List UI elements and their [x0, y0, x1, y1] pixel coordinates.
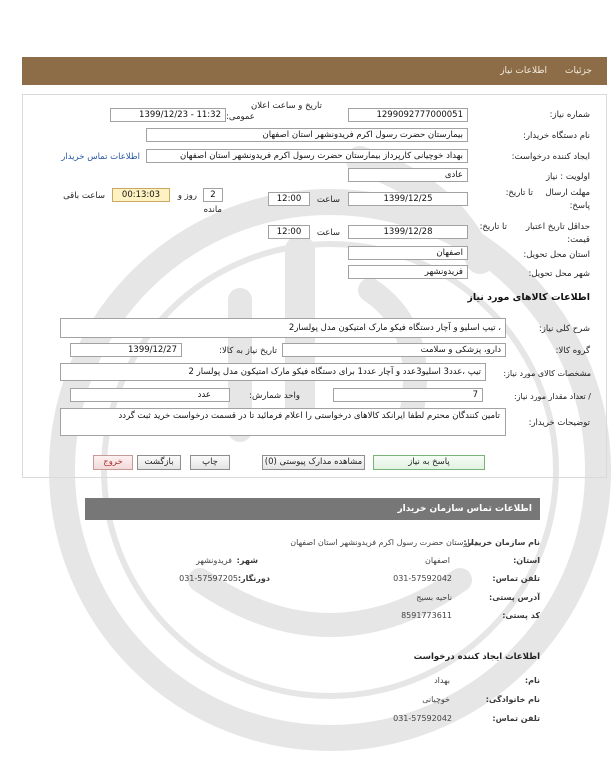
contact-org-label: نام سازمان خریدار: — [463, 538, 540, 547]
goods-group-field[interactable]: دارو، پزشکی و سلامت — [282, 343, 506, 357]
deadline-label-line-1: مهلت ارسال — [545, 188, 590, 198]
validity-time-label: ساعت — [316, 228, 340, 238]
deadline-date-field[interactable]: 1399/12/25 — [348, 192, 468, 206]
delivery-province-label: استان محل تحویل: — [523, 250, 590, 260]
delivery-city-field[interactable]: فریدونشهر — [348, 265, 468, 279]
need-date-label: تاریخ نیاز به کالا: — [219, 346, 277, 356]
remaining-suffix-label: مانده — [203, 205, 222, 215]
deadline-time-label: ساعت — [316, 195, 340, 205]
summary-field[interactable]: ، تیپ اسلیو و آچار دستگاه فیکو مارک امتیکون مدل پولسار2 — [60, 318, 506, 338]
buyer-org-label: نام دستگاه خریدار: — [523, 131, 590, 141]
creator-last-name-label: نام خانوادگی: — [485, 695, 540, 704]
quantity-field[interactable]: 7 — [333, 388, 483, 402]
announce-label-line-2: عمومی: — [226, 112, 255, 122]
page-header-bar — [22, 57, 607, 85]
tab-details[interactable]: جزئیات — [565, 66, 592, 76]
remaining-days-field[interactable]: 2 — [203, 188, 223, 202]
contact-section-header: اطلاعات تماس سازمان خریدار — [85, 498, 540, 520]
contact-phone-value: 031-57592042 — [393, 574, 452, 583]
deadline-time-field[interactable]: 12:00 — [268, 192, 310, 206]
contact-fax-label: دورنگار: — [237, 574, 270, 583]
need-date-field[interactable]: 1399/12/27 — [70, 343, 182, 357]
summary-label: شرح کلی نیاز: — [538, 324, 590, 334]
buyer-notes-field[interactable]: تامین کنندگان محترم لطفا ایرانکد کالاهای درخواستی را اعلام فرمائید تا در قسمت درخواست خرید ثبت گردد — [60, 408, 506, 436]
need-number-label: شماره نیاز: — [549, 110, 590, 120]
creator-phone-label: تلفن تماس: — [492, 714, 540, 723]
contact-address-label: آدرس پستی: — [489, 593, 540, 602]
priority-label: اولویت : نیاز — [545, 172, 590, 182]
contact-fax-value: 031-57597205 — [179, 574, 238, 583]
creator-first-name-value: بهداد — [434, 676, 450, 685]
request-creator-label: ایجاد کننده درخواست: — [511, 152, 590, 162]
creator-first-name-label: نام: — [524, 676, 540, 685]
contact-org-value: بیمارستان حضرت رسول اکرم فریدونشهر استان اصفهان — [290, 538, 479, 547]
announce-label — [226, 101, 322, 123]
validity-label — [526, 222, 590, 246]
goods-section-title: اطلاعات کالاهای مورد نیاز — [467, 292, 590, 303]
tab-need-info[interactable]: اطلاعات نیاز — [500, 66, 547, 76]
contact-city-label: شهر: — [236, 556, 258, 565]
unit-label: واحد شمارش: — [249, 391, 300, 401]
creator-phone-value: 031-57592042 — [393, 714, 452, 723]
buyer-contact-link[interactable]: اطلاعات تماس خریدار — [61, 152, 140, 162]
announce-date-field[interactable]: 1399/12/23 - 11:32 — [110, 108, 226, 122]
need-number-field[interactable]: 1299092777000051 — [348, 108, 468, 122]
contact-province-value: اصفهان — [424, 556, 450, 565]
reply-button[interactable]: پاسخ به نیاز — [373, 455, 485, 470]
creator-section-title: اطلاعات ایجاد کننده درخواست — [413, 652, 540, 662]
contact-postal-value: 8591773611 — [401, 611, 452, 620]
contact-city-value: فریدونشهر — [196, 556, 232, 565]
request-creator-field[interactable]: بهداد خوچیانی کارپرداز بیمارستان حضرت رسول اکرم فریدونشهر استان اصفهان — [146, 149, 468, 163]
priority-field[interactable]: عادی — [348, 168, 468, 182]
days-label: روز و — [177, 191, 197, 201]
specs-label: مشخصات کالای مورد نیاز: — [503, 369, 591, 378]
buyer-notes-label: توضیحات خریدار: — [528, 418, 590, 428]
exit-button[interactable]: خروج — [93, 455, 133, 470]
announce-label-line-1: تاریخ و ساعت اعلان — [250, 101, 322, 111]
remaining-hours-label: ساعت باقی — [63, 191, 105, 201]
specs-field[interactable]: تیپ ،عدد3 اسلیو3عدد و آچار عدد1 برای دستگاه فیکو مارک امتیکون مدل پولسار 2 — [60, 363, 486, 381]
deadline-until-label: تا تاریخ: — [505, 188, 533, 198]
deadline-label-line-2: پاسخ: — [569, 201, 590, 211]
validity-label-line-2: قیمت: — [567, 235, 590, 245]
quantity-label: / تعداد مقدار مورد نیاز: — [513, 392, 591, 401]
view-attachments-button[interactable]: مشاهده مدارک پیوستی (0) — [262, 455, 365, 470]
creator-last-name-value: خوچیانی — [422, 695, 450, 704]
remaining-time-field[interactable]: 00:13:03 — [112, 188, 170, 202]
unit-field[interactable]: عدد — [70, 388, 230, 402]
delivery-city-label: شهر محل تحویل: — [528, 269, 590, 279]
deadline-label — [545, 188, 590, 212]
buyer-org-field[interactable]: بیمارستان حضرت رسول اکرم فریدونشهر استان اصفهان — [146, 128, 468, 142]
print-button[interactable]: چاپ — [190, 455, 230, 470]
contact-phone-label: تلفن تماس: — [492, 574, 540, 583]
validity-label-line-1: حداقل تاریخ اعتبار — [525, 222, 590, 232]
validity-until-label: تا تاریخ: — [479, 222, 507, 232]
validity-time-field[interactable]: 12:00 — [268, 225, 310, 239]
contact-address-value: ناحیه بسیج — [416, 593, 452, 602]
back-button[interactable]: بازگشت — [137, 455, 181, 470]
contact-postal-label: کد پستی: — [502, 611, 540, 620]
validity-date-field[interactable]: 1399/12/28 — [348, 225, 468, 239]
goods-group-label: گروه کالا: — [555, 346, 590, 356]
contact-province-label: استان: — [513, 556, 540, 565]
delivery-province-field[interactable]: اصفهان — [348, 246, 468, 260]
